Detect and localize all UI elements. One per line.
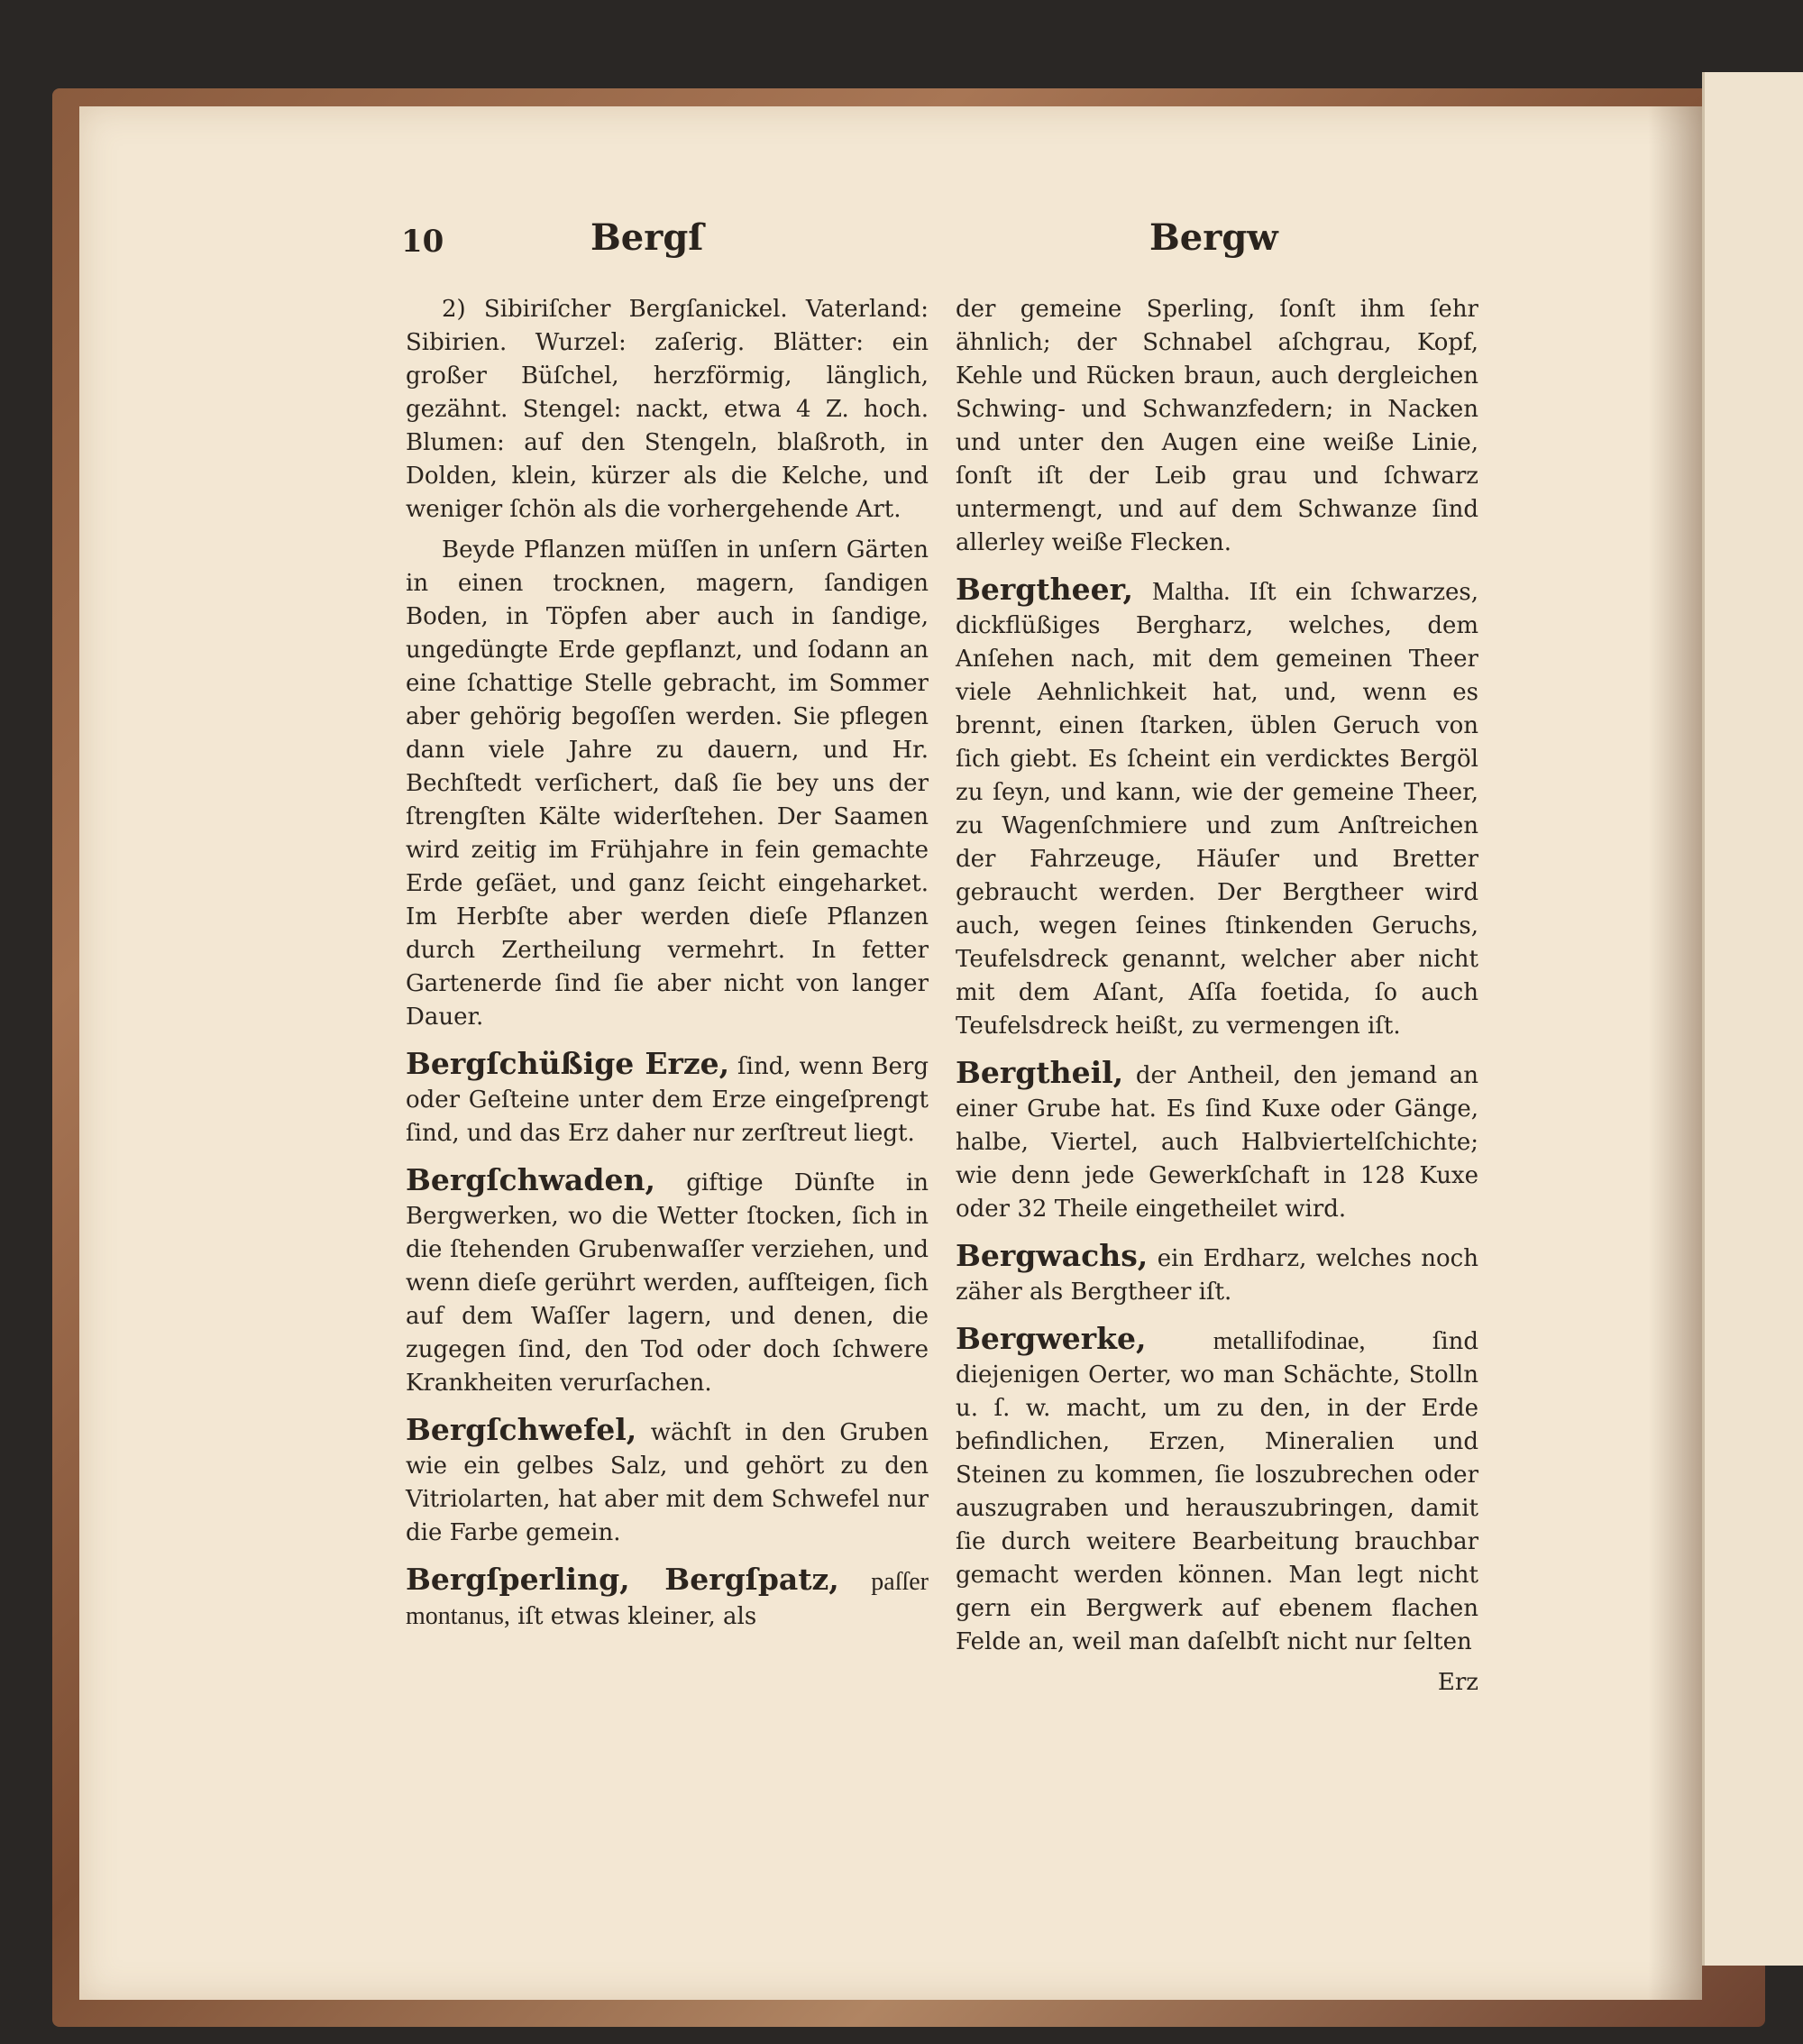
entry-term: Bergſchüßige Erze, [406, 1046, 730, 1081]
left-column-head: Bergſ [590, 216, 704, 259]
catchword: Erz [1437, 1669, 1478, 1696]
facing-page-edge [1702, 72, 1803, 1966]
dictionary-entry [406, 1413, 929, 1550]
entry-term: Bergtheil, [956, 1055, 1124, 1090]
paragraph: Beyde Pflanzen müſſen in unſern Gärten in einen trocknen, magern, ſandigen Boden, in Töpfen aber auch in ſandige, ungedüngte Erde gepflanzt, und ſodann an eine ſchattige Stelle gebracht, im Sommer aber gehörig begoſſen werden. Sie pflegen dann viele Jahre zu dauern, und Hr. Bechſtedt verſichert, daß ſie bey uns der ſtrengſten Kälte widerſtehen. Der Saamen wird zeitig im Frühjahre in fein gemachte Erde geſäet, und ganz ſeicht eingeharket. Im Herbſte aber werden dieſe Pflanzen durch Zertheilung vermehrt. In fetter Gartenerde ſind ſie aber nicht von langer Dauer. [406, 536, 929, 1031]
entry-term: Bergwerke, [956, 1321, 1147, 1356]
dictionary-entry [956, 1056, 1478, 1226]
entry-text: Iſt ein ſchwarzes, dickflüßiges Bergharz, welches, dem Anſehen nach, mit dem gemeinen Theer viele Aehnlichkeit hat, und, wenn es brennt, einen ſtarken, üblen Geruch von ſich giebt. Es ſcheint ein verdicktes Bergöl zu ſeyn, und kann, wie der gemeine Theer, zu Wagenſchmiere und zum Anſtreichen der Fahrzeuge, Häuſer und Bretter gebraucht werden. Der Bergtheer wird auch, wegen ſeines ſtinkenden Geruchs, Teufelsdreck genannt, welcher aber nicht mit dem Aſant, Aſſa foetida, ſo auch Teufelsdreck heißt, zu vermengen iſt. [956, 579, 1479, 1040]
dictionary-entry [406, 1047, 929, 1150]
dictionary-entry [406, 1163, 929, 1400]
entry-text: der Antheil, den jemand an einer Grube hat. Es ſind Kuxe oder Gänge, halbe, Viertel, auch Halbviertelſchichte; wie denn jede Gewerkſchaft in 128 Kuxe oder 32 Theile eingetheilet wird. [956, 1062, 1479, 1223]
paragraph: 2) Sibiriſcher Bergſanickel. Vaterland: Sibirien. Wurzel: zaſerig. Blätter: ein großer Büſchel, herzförmig, länglich, gezähnt. Stengel: nackt, etwa 4 Z. hoch. Blumen: auf den Stengeln, blaßroth, in Dolden, klein, kürzer als die Kelche, und weniger ſchön als die vorhergehende Art. [406, 296, 929, 523]
entry-term: Bergtheer, [956, 572, 1134, 607]
entry-latin-name: metallifodinae, [1213, 1327, 1366, 1355]
entry-text: ſind, wenn Berg oder Geſteine unter dem Erze eingeſprengt ſind, und das Erz daher nur zerſtreut liegt. [406, 1053, 929, 1147]
entry-latin-name: Maltha. [1152, 578, 1231, 606]
entry-text: wächſt in den Gruben wie ein gelbes Salz, und gehört zu den Vitriolarten, hat aber mit dem Schwefel nur die Farbe gemein. [406, 1419, 929, 1546]
dictionary-entry [406, 1563, 929, 1634]
entry-text: iſt etwas kleiner, als [517, 1603, 757, 1630]
dictionary-entry [956, 573, 1478, 1043]
entry-latin-name: paſſer montanus, [406, 1568, 929, 1630]
page-number: 10 [401, 224, 444, 260]
entry-term: Bergſchwefel, [406, 1412, 637, 1447]
dictionary-entry [956, 1239, 1478, 1309]
page-gutter-shadow [1648, 106, 1702, 2000]
running-header [401, 216, 1469, 270]
entry-text: ein Erdharz, welches noch zäher als Bergtheer iſt. [956, 1245, 1478, 1306]
entry-term: Bergwachs, [956, 1238, 1149, 1273]
right-column [956, 293, 1478, 1700]
entry-text: giftige Dünſte in Bergwerken, wo die Wetter ſtocken, ſich in die ſtehenden Grubenwaſſer verziehen, und wenn dieſe gerührt werden, aufſteigen, ſich auf dem Waſſer lagern, und denen, die zugegen ſind, den Tod oder doch ſchwere Krankheiten verurſachen. [406, 1169, 929, 1397]
left-column [406, 293, 929, 1641]
paragraph-continued: der gemeine Sperling, ſonſt ihm ſehr ähnlich; der Schnabel aſchgrau, Kopf, Kehle und Rücken braun, auch dergleichen Schwing- und Schwanzfedern; in Nacken und unter den Augen eine weiße Linie, ſonſt iſt der Leib grau und ſchwarz untermengt, und auf dem Schwanze ſind allerley weiße Flecken. [956, 296, 1478, 556]
right-column-head: Bergw [1149, 216, 1278, 259]
entry-term: Bergſchwaden, [406, 1162, 655, 1197]
dictionary-entry [956, 1322, 1478, 1659]
entry-term: Bergſperling, Bergſpatz, [406, 1562, 839, 1597]
entry-text: ſind diejenigen Oerter, wo man Schächte, Stolln u. ſ. w. macht, um zu den, in der Erde befindlichen, Erzen, Mineralien und Steinen zu kommen, ſie loszubrechen oder auszugraben und herauszubringen, damit ſie durch weitere Bearbeitung brauchbar gemacht werden können. Man legt nicht gern ein Bergwerk auf ebenem flachen Felde an, weil man daſelbſt nicht nur ſelten [956, 1328, 1479, 1655]
